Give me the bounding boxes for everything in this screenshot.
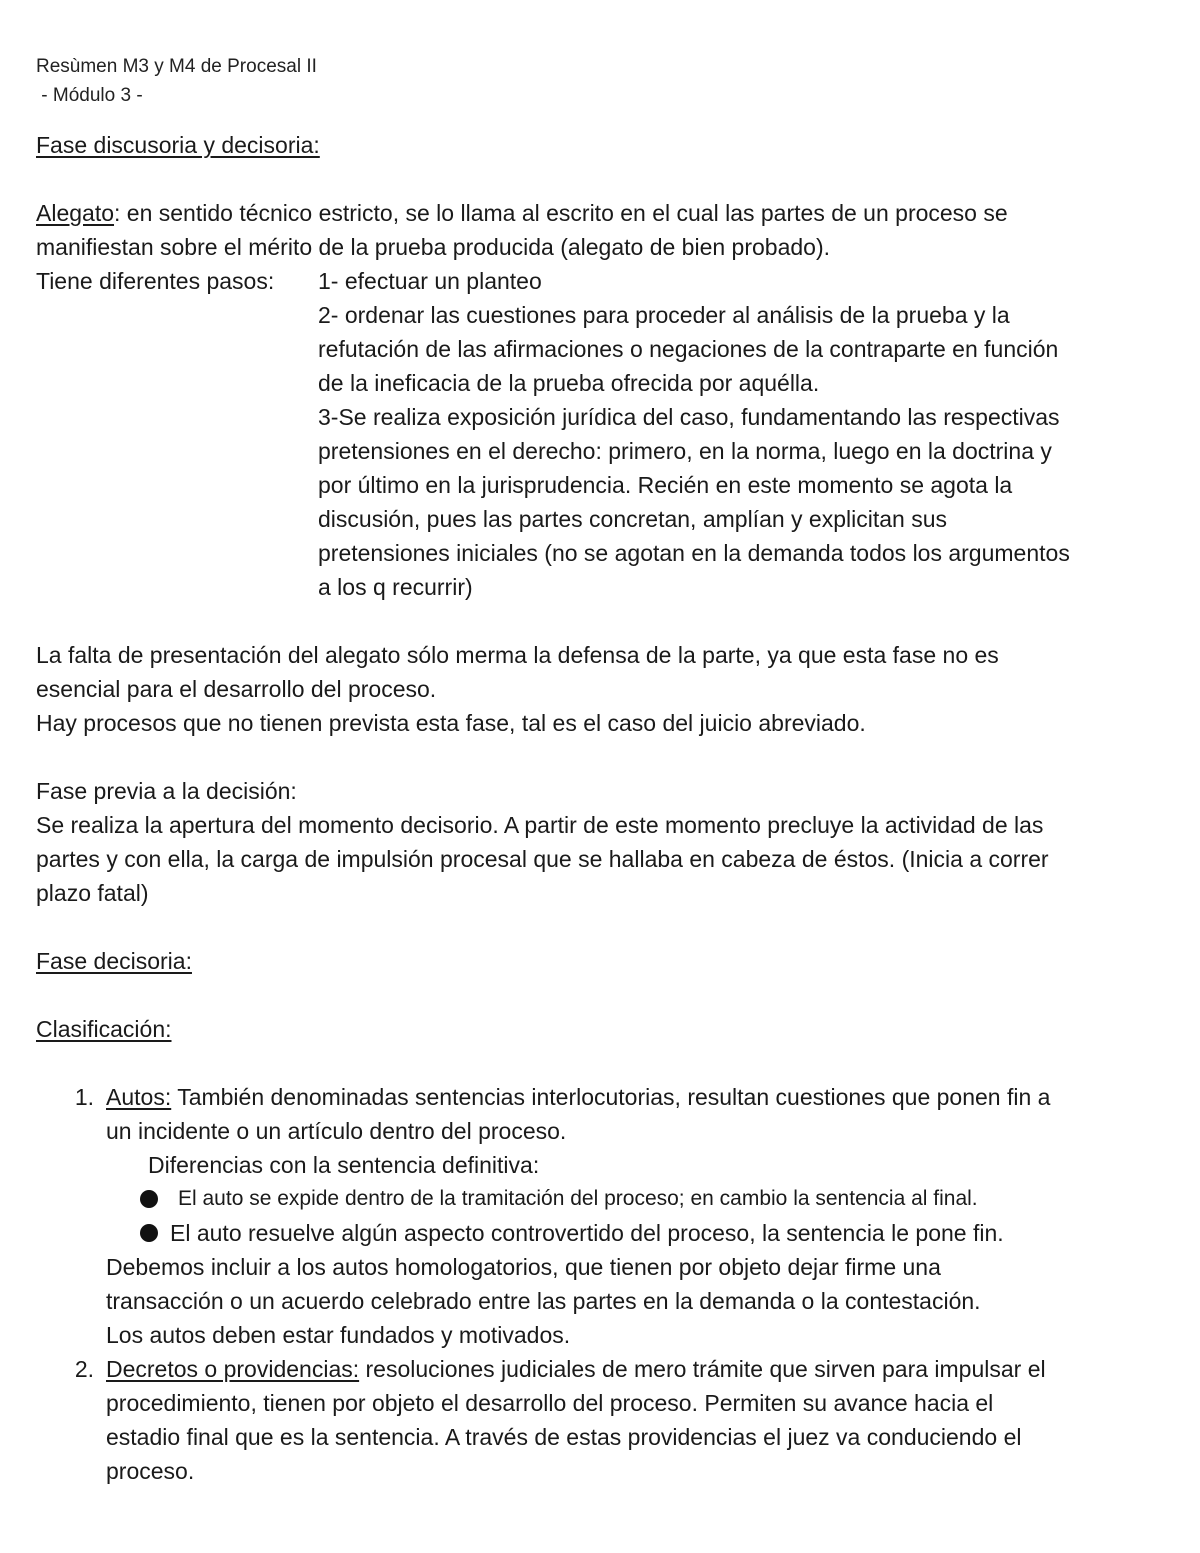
bullet-icon: [140, 1190, 158, 1208]
paragraph-line: La falta de presentación del alegato sólo merma la defensa de la parte, ya que esta fase no es: [36, 642, 999, 668]
bullet-icon: [140, 1224, 158, 1242]
paragraph-line: esencial para el desarrollo del proceso.: [36, 676, 437, 702]
step-3-line: a los q recurrir): [318, 574, 473, 600]
alegato-definition-cont: manifiestan sobre el mérito de la prueba producida (alegato de bien probado).: [36, 234, 831, 260]
decretos-term: Decretos o providencias:: [106, 1356, 360, 1382]
step-2-line: 2- ordenar las cuestiones para proceder al análisis de la prueba y la: [318, 302, 1010, 328]
step-1: 1- efectuar un planteo: [318, 268, 542, 294]
paragraph-line: Hay procesos que no tienen prevista esta fase, tal es el caso del juicio abreviado.: [36, 710, 866, 736]
paragraph-line: procedimiento, tienen por objeto el desarrollo del proceso. Permiten su avance hacia el: [106, 1390, 994, 1416]
document-page: [36, 52, 1166, 1488]
fase-previa-paragraph: [36, 808, 1166, 910]
module-subtitle: - Módulo 3 -: [36, 85, 143, 106]
bullet-text: El auto resuelve algún aspecto controvertido del proceso, la sentencia le pone fin.: [170, 1220, 1004, 1246]
bullet-text: El auto se expide dentro de la tramitación del proceso; en cambio la sentencia al final.: [178, 1187, 978, 1210]
paragraph-line: También denominadas sentencias interlocutorias, resultan cuestiones que ponen fin a: [171, 1084, 1051, 1110]
list-number: 2.: [74, 1356, 94, 1382]
paragraph-line: plazo fatal): [36, 880, 149, 906]
paragraph-line: Se realiza la apertura del momento decisorio. A partir de este momento precluye la actividad de las: [36, 812, 1044, 838]
list-item-decretos: [36, 1352, 1166, 1488]
step-3-line: 3-Se realiza exposición jurídica del caso, fundamentando las respectivas: [318, 404, 1060, 430]
steps-list: [36, 264, 1166, 604]
bullet-item: [106, 1216, 1166, 1250]
list-item-autos: [36, 1080, 1166, 1352]
step-3-line: pretensiones en el derecho: primero, en la norma, luego en la doctrina y: [318, 438, 1052, 464]
paragraph-line: estadio final que es la sentencia. A través de estas providencias el juez va conduciendo el: [106, 1424, 1022, 1450]
section-heading-fase-previa: Fase previa a la decisión:: [36, 778, 297, 804]
step-3-line: pretensiones iniciales (no se agotan en la demanda todos los argumentos: [318, 540, 1070, 566]
classification-heading: Clasificación:: [36, 1016, 172, 1042]
paragraph-line: un incidente o un artículo dentro del proceso.: [106, 1118, 567, 1144]
section-heading-fase-discusoria: Fase discusoria y decisoria:: [36, 132, 320, 158]
paragraph-line: partes y con ella, la carga de impulsión procesal que se hallaba en cabeza de éstos. (Inicia a correr: [36, 846, 1049, 872]
paragraph-line: transacción o un acuerdo celebrado entre las partes en la demanda o la contestación.: [106, 1288, 981, 1314]
step-3-line: por último en la jurisprudencia. Recién en este momento se agota la: [318, 472, 1013, 498]
alegato-term: Alegato: [36, 200, 115, 226]
autos-term: Autos:: [106, 1084, 172, 1110]
document-title: Resùmen M3 y M4 de Procesal II: [36, 56, 317, 77]
step-2-line: de la ineficacia de la prueba ofrecida por aquélla.: [318, 370, 820, 396]
step-3-line: discusión, pues las partes concretan, amplían y explicitan sus: [318, 506, 947, 532]
steps-label: Tiene diferentes pasos:: [36, 268, 288, 294]
step-2-line: refutación de las afirmaciones o negaciones de la contraparte en función: [318, 336, 1059, 362]
alegato-paragraph: [36, 196, 1166, 264]
bullet-item: [106, 1182, 1166, 1216]
differences-label: Diferencias con la sentencia definitiva:: [148, 1152, 540, 1178]
list-number: 1.: [74, 1084, 94, 1110]
paragraph-line: Debemos incluir a los autos homologatorios, que tienen por objeto dejar firme una: [106, 1254, 941, 1280]
paragraph-line: proceso.: [106, 1458, 195, 1484]
paragraph-line: Los autos deben estar fundados y motivados.: [106, 1322, 571, 1348]
alegato-definition: : en sentido técnico estricto, se lo llama al escrito en el cual las partes de un proceso se: [114, 200, 1008, 226]
section-heading-fase-decisoria: Fase decisoria:: [36, 948, 192, 974]
falta-paragraph: [36, 638, 1166, 740]
paragraph-line: resoluciones judiciales de mero trámite que sirven para impulsar el: [359, 1356, 1046, 1382]
